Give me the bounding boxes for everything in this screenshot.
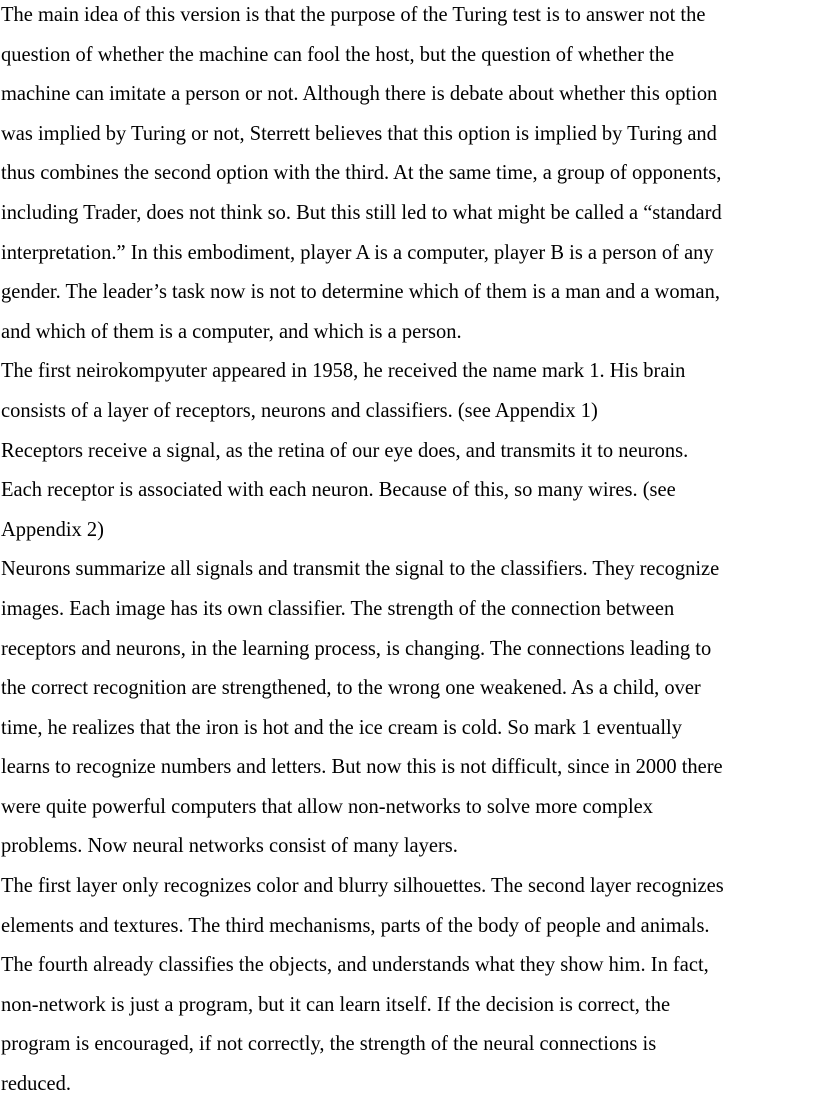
text-line: interpretation.” In this embodiment, player A is a computer, player B is a person of any [1, 239, 714, 264]
text-line: and which of them is a computer, and which is a person. [1, 318, 462, 343]
text-line: question of whether the machine can fool the host, but the question of whether the [1, 41, 675, 66]
text-line: The fourth already classifies the objects, and understands what they show him. In fact, [1, 952, 709, 977]
text-line: gender. The leader’s task now is not to determine which of them is a man and a woman, [1, 279, 720, 304]
text-line: images. Each image has its own classifier. The strength of the connection between [1, 595, 675, 620]
text-line: receptors and neurons, in the learning process, is changing. The connections leading to [1, 635, 712, 660]
text-line: reduced. [1, 1071, 71, 1096]
text-line: non-network is just a program, but it can learn itself. If the decision is correct, the [1, 991, 671, 1016]
text-line: including Trader, does not think so. But this still led to what might be called a “standard [1, 199, 722, 224]
text-line: elements and textures. The third mechanisms, parts of the body of people and animals. [1, 912, 710, 937]
text-line: Neurons summarize all signals and transmit the signal to the classifiers. They recognize [1, 556, 720, 581]
text-line: thus combines the second option with the third. At the same time, a group of opponents, [1, 160, 722, 185]
text-line: problems. Now neural networks consist of many layers. [1, 833, 458, 858]
text-line: The first layer only recognizes color and blurry silhouettes. The second layer recognizes [1, 873, 724, 898]
text-line: The main idea of this version is that the purpose of the Turing test is to answer not the [1, 2, 706, 26]
text-line: Receptors receive a signal, as the retina of our eye does, and transmits it to neurons. [1, 437, 689, 462]
text-line: The first neirokompyuter appeared in 1958, he received the name mark 1. His brain [1, 358, 686, 383]
text-line: machine can imitate a person or not. Although there is debate about whether this option [1, 81, 718, 106]
text-line: the correct recognition are strengthened, to the wrong one weakened. As a child, over [1, 675, 701, 700]
text-line: consists of a layer of receptors, neurons and classifiers. (see Appendix 1) [1, 397, 598, 422]
text-line: Each receptor is associated with each neuron. Because of this, so many wires. (see [1, 477, 676, 502]
text-line: time, he realizes that the iron is hot and the ice cream is cold. So mark 1 eventually [1, 714, 683, 739]
text-line: was implied by Turing or not, Sterrett believes that this option is implied by Turing and [1, 120, 717, 145]
text-line: learns to recognize numbers and letters. But now this is not difficult, since in 2000 there [1, 754, 723, 779]
text-line: Appendix 2) [1, 516, 104, 541]
document-body [1, 0, 786, 1104]
text-line: were quite powerful computers that allow non-networks to solve more complex [1, 793, 654, 818]
text-line: program is encouraged, if not correctly, the strength of the neural connections is [1, 1031, 657, 1056]
